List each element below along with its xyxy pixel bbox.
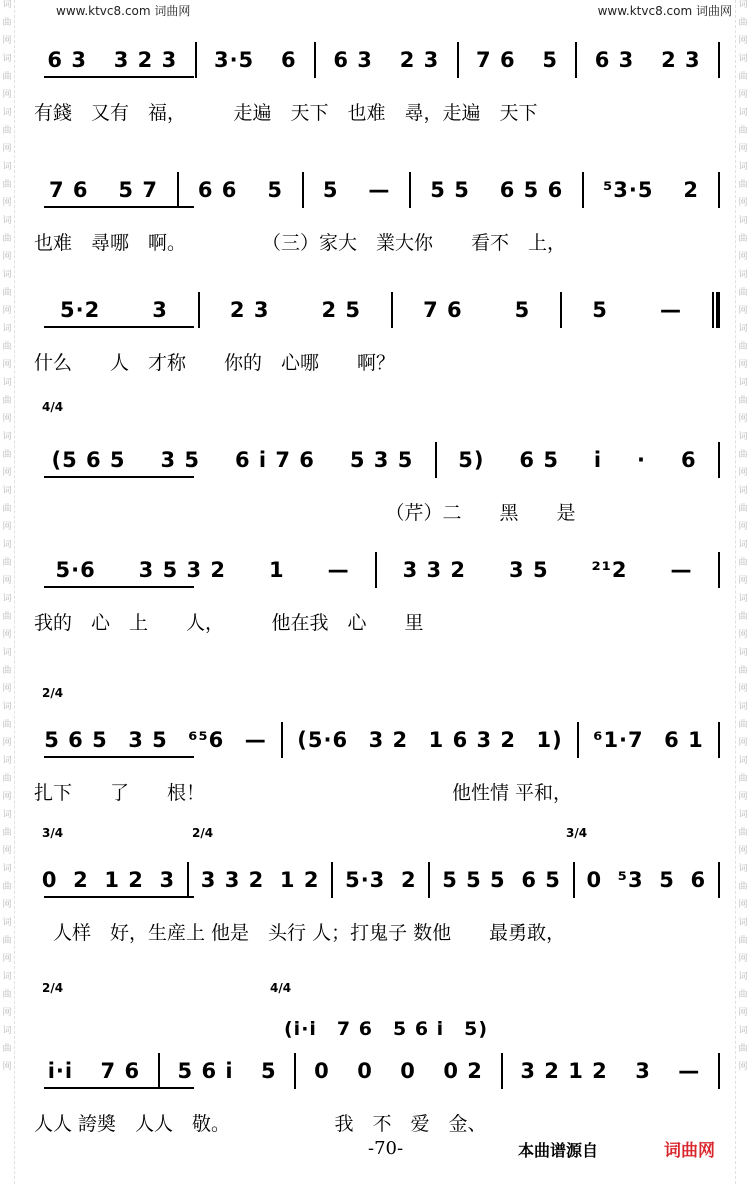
barline — [560, 292, 562, 328]
barline — [718, 722, 720, 758]
edge-watermark-char: 网 — [2, 576, 12, 586]
barline — [195, 42, 197, 78]
beam-line — [44, 476, 194, 478]
edge-watermark-char: 曲 — [738, 18, 748, 28]
barline — [582, 172, 584, 208]
score-system — [34, 680, 724, 810]
note-group: 0 — [41, 868, 58, 892]
note-group: 5 7 — [118, 178, 158, 202]
note-group: 5 5 5 — [442, 868, 506, 892]
note-group: 6 3 — [333, 48, 373, 72]
edge-watermark-char: 词 — [2, 972, 12, 982]
edge-watermark-char: 词 — [738, 918, 748, 928]
barline — [718, 552, 720, 588]
notation-line — [34, 46, 724, 74]
edge-watermark-char: 曲 — [2, 828, 12, 838]
beam-line — [44, 326, 194, 328]
barline — [501, 1053, 503, 1089]
barline — [409, 172, 411, 208]
note-group: 5 — [322, 178, 339, 202]
edge-watermark-char: 网 — [738, 90, 748, 100]
edge-watermark-char: 网 — [2, 954, 12, 964]
watermark-left-url: www.ktvc8.com — [56, 4, 151, 18]
notation-line — [34, 556, 724, 584]
edge-watermark-char: 网 — [738, 360, 748, 370]
edge-watermark-char: 词 — [738, 378, 748, 388]
note-group: 2 3 — [399, 48, 440, 72]
edge-watermark-char: 网 — [2, 630, 12, 640]
edge-watermark-char: 词 — [738, 108, 748, 118]
edge-watermark-char: 网 — [738, 1008, 748, 1018]
beam-line — [44, 76, 194, 78]
note-group: 5·2 — [60, 298, 101, 322]
site-logo: 词曲网 — [664, 1141, 715, 1161]
note-group: (5 6 5 — [51, 448, 126, 472]
note-group: 6 3 — [594, 48, 635, 72]
note-group: 3 2 1 2 — [520, 1059, 608, 1083]
watermark-right — [598, 2, 732, 19]
edge-watermark-char: 曲 — [2, 18, 12, 28]
watermark-right-url: www.ktvc8.com — [597, 4, 693, 18]
score-system — [34, 820, 724, 950]
note-group: 5·3 — [345, 868, 386, 892]
edge-watermark-char: 网 — [2, 522, 12, 532]
edge-watermark-char: 词 — [738, 0, 748, 10]
edge-watermark-char: 网 — [738, 252, 748, 262]
notation-line — [34, 866, 724, 894]
lyrics-line: 人人 誇奬 人人 敬。 我 不 爱 金、 — [34, 1113, 487, 1135]
note-group: 6 — [280, 48, 297, 72]
note-group: 2 — [73, 868, 89, 892]
edge-watermark-char: 曲 — [2, 504, 12, 514]
note-group: 5 — [592, 298, 608, 322]
lyrics-line: 人样 好，生産上 他是 头行 人；打鬼子 数他 最勇敢， — [34, 922, 566, 944]
edge-watermark-char: 词 — [2, 864, 12, 874]
note-group: 5 5 — [430, 178, 470, 202]
barline — [294, 1053, 296, 1089]
edge-watermark-char: 词 — [2, 1026, 12, 1036]
note-group: 2 — [683, 178, 700, 202]
note-group: 6 1 — [664, 728, 704, 752]
edge-watermark-char: 词 — [738, 432, 748, 442]
note-group: — — [244, 728, 267, 752]
edge-watermark-char: 网 — [2, 306, 12, 316]
edge-watermark-char: 词 — [738, 702, 748, 712]
note-group: 5·6 — [55, 558, 96, 582]
note-group: 6 5 6 — [499, 178, 564, 202]
barline — [331, 862, 333, 898]
edge-watermark-char: 词 — [738, 864, 748, 874]
notation-line — [34, 176, 724, 204]
note-group: i — [593, 448, 603, 472]
edge-watermark-char: 词 — [738, 54, 748, 64]
time-signature: 2/4 — [42, 686, 64, 700]
edge-watermark-char: 网 — [2, 468, 12, 478]
note-group: 3 5 — [509, 558, 549, 582]
note-group: ⁵3·5 — [603, 178, 654, 202]
barline — [375, 552, 377, 588]
edge-watermark-char: 词 — [2, 324, 12, 334]
edge-watermark-char: 曲 — [2, 126, 12, 136]
edge-watermark-char: 网 — [2, 900, 12, 910]
edge-watermark-char: 词 — [2, 108, 12, 118]
note-group: 5 6 i — [177, 1059, 234, 1083]
note-group: ⁵3 — [617, 868, 644, 892]
note-group: 6 — [690, 868, 707, 892]
note-group: 6 5 — [519, 448, 559, 472]
note-group: — — [678, 1059, 701, 1083]
edge-watermark-char: 网 — [738, 468, 748, 478]
barline — [435, 442, 437, 478]
notation-line — [34, 726, 724, 754]
edge-watermark-char: 网 — [2, 36, 12, 46]
edge-watermark-char: 网 — [738, 792, 748, 802]
barline — [718, 1053, 720, 1089]
edge-watermark-char: 词 — [2, 810, 12, 820]
note-group: (5·6 — [297, 728, 349, 752]
notation-line — [34, 446, 724, 474]
edge-watermark-char: 词 — [2, 756, 12, 766]
edge-watermark-char: 曲 — [2, 720, 12, 730]
edge-watermark-char: 曲 — [738, 828, 748, 838]
lyrics-line: （芹）二 黑 是 — [34, 502, 576, 524]
edge-watermark-char: 词 — [738, 324, 748, 334]
lyrics-line: 我的 心 上 人， 他在我 心 里 — [34, 612, 424, 634]
edge-watermark-char: 网 — [738, 144, 748, 154]
edge-watermark-char: 网 — [738, 630, 748, 640]
note-group: ⁶⁵6 — [188, 728, 225, 752]
beam-line — [44, 206, 194, 208]
edge-watermark-char: 词 — [2, 216, 12, 226]
edge-watermark-char: 词 — [738, 162, 748, 172]
barline — [302, 172, 304, 208]
note-group: 3 5 — [160, 448, 201, 472]
edge-watermark-char: 曲 — [738, 666, 748, 676]
source-text: 本曲谱源自 — [518, 1141, 599, 1160]
note-group: 3 — [635, 1059, 651, 1083]
note-group: 6 i 7 6 — [234, 448, 315, 472]
edge-watermark-char: 曲 — [738, 126, 748, 136]
note-group: 3 2 3 — [113, 48, 178, 72]
edge-watermark-char: 词 — [2, 432, 12, 442]
note-group: 3 — [152, 298, 168, 322]
note-group: 2 3 — [661, 48, 701, 72]
lyrics-line: 也难 尋哪 啊。 （三）家大 業大你 看不 上， — [34, 232, 567, 254]
edge-watermark-char: 曲 — [738, 882, 748, 892]
edge-watermark-char: 网 — [738, 306, 748, 316]
note-group: — — [368, 178, 391, 202]
barline — [158, 1053, 160, 1089]
barline — [457, 42, 459, 78]
edge-watermark-char: 词 — [2, 270, 12, 280]
notation-line — [34, 296, 724, 324]
note-group: 1 2 — [104, 868, 144, 892]
time-signature-change: 2/4 — [192, 826, 214, 840]
score-system — [34, 400, 724, 530]
edge-watermark-char: 网 — [2, 198, 12, 208]
edge-watermark-char: 词 — [2, 648, 12, 658]
page-number: -70- — [368, 1138, 404, 1159]
beam-line — [44, 1087, 194, 1089]
note-group: ²¹2 — [591, 558, 628, 582]
note-group: 5 — [514, 298, 531, 322]
edge-watermark-char: 曲 — [738, 612, 748, 622]
note-group: 7 6 — [476, 48, 516, 72]
edge-watermark-char: 词 — [2, 918, 12, 928]
time-signature: 2/4 — [42, 981, 64, 995]
note-group: — — [670, 558, 693, 582]
note-group: 3·5 — [213, 48, 255, 72]
edge-watermark-char: 网 — [2, 360, 12, 370]
note-group: 3 5 3 2 — [138, 558, 227, 582]
edge-watermark-char: 网 — [738, 522, 748, 532]
beam-line — [44, 756, 194, 758]
edge-watermark-char: 曲 — [738, 234, 748, 244]
edge-watermark-char: 词 — [2, 540, 12, 550]
score-system — [34, 280, 724, 410]
note-group: 3 2 — [368, 728, 409, 752]
edge-watermark-char: 词 — [738, 270, 748, 280]
edge-watermark-char: 曲 — [2, 666, 12, 676]
edge-watermark-char: 词 — [738, 216, 748, 226]
edge-watermark-char: 网 — [738, 36, 748, 46]
note-group: 5 — [542, 48, 558, 72]
barline — [718, 442, 720, 478]
edge-watermark-char: 网 — [738, 576, 748, 586]
note-group: · — [637, 448, 647, 472]
edge-watermark-char: 曲 — [738, 558, 748, 568]
lyrics-line: 什么 人 才称 你的 心哪 啊？ — [34, 352, 396, 374]
note-group: 7 6 — [423, 298, 463, 322]
edge-watermark-char: 曲 — [2, 990, 12, 1000]
edge-watermark-char: 词 — [2, 0, 12, 10]
note-group: 1 6 3 2 — [428, 728, 517, 752]
score-system — [34, 540, 724, 670]
final-barline — [712, 292, 720, 328]
edge-watermark-char: 网 — [738, 1062, 748, 1072]
note-group: 3 5 — [128, 728, 168, 752]
note-group: 1 2 — [279, 868, 320, 892]
edge-watermark-char: 网 — [2, 1062, 12, 1072]
note-group: 1 — [269, 558, 285, 582]
edge-watermark-char: 网 — [2, 1008, 12, 1018]
edge-watermark-char: 曲 — [2, 180, 12, 190]
note-group: 2 3 — [229, 298, 270, 322]
edge-watermark-char: 曲 — [738, 288, 748, 298]
edge-watermark-char: 曲 — [738, 396, 748, 406]
edge-watermark-char: 曲 — [2, 882, 12, 892]
edge-watermark-char: 网 — [2, 252, 12, 262]
edge-watermark-char: 词 — [738, 972, 748, 982]
watermark-right-name: 词曲网 — [695, 4, 732, 18]
note-group: 1) — [536, 728, 563, 752]
edge-watermark-char: 词 — [738, 756, 748, 766]
barline — [314, 42, 316, 78]
edge-watermark-char: 网 — [2, 738, 12, 748]
lyrics-line: 有錢 又有 福， 走遍 天下 也难 尋，走遍 天下 — [34, 102, 538, 124]
barline — [177, 172, 179, 208]
note-group: 6 6 — [197, 178, 238, 202]
note-group: 6 3 — [47, 48, 87, 72]
edge-watermark-char: 词 — [738, 540, 748, 550]
watermark-left — [56, 2, 190, 19]
edge-watermark-char: 曲 — [738, 1044, 748, 1054]
time-signature-change: 4/4 — [270, 981, 292, 995]
edge-watermark-char: 曲 — [738, 504, 748, 514]
edge-watermark-char: 网 — [2, 144, 12, 154]
edge-watermark-char: 曲 — [738, 342, 748, 352]
note-group: 3 3 2 — [200, 868, 265, 892]
right-watermark-strip — [735, 0, 750, 1184]
barline — [187, 862, 189, 898]
edge-watermark-char: 词 — [738, 486, 748, 496]
barline — [718, 172, 720, 208]
edge-watermark-char: 曲 — [2, 558, 12, 568]
edge-watermark-char: 曲 — [738, 180, 748, 190]
instrumental-line: (i·i 7 6 5 6 i 5) — [284, 1017, 489, 1040]
note-group: 5 3 5 — [349, 448, 414, 472]
edge-watermark-char: 曲 — [2, 72, 12, 82]
edge-watermark-char: 曲 — [738, 936, 748, 946]
barline — [575, 42, 577, 78]
edge-watermark-char: 网 — [738, 846, 748, 856]
note-group: i·i — [47, 1059, 74, 1083]
beam-line — [44, 896, 194, 898]
edge-watermark-char: 词 — [738, 810, 748, 820]
note-group: ⁶1·7 — [593, 728, 644, 752]
note-group: 0 — [586, 868, 603, 892]
note-group: 0 — [400, 1059, 416, 1083]
note-group: — — [659, 298, 682, 322]
note-group: — — [327, 558, 350, 582]
barline — [573, 862, 575, 898]
edge-watermark-char: 曲 — [738, 720, 748, 730]
time-signature: 3/4 — [42, 826, 64, 840]
edge-watermark-char: 网 — [738, 900, 748, 910]
edge-watermark-char: 网 — [738, 198, 748, 208]
edge-watermark-char: 曲 — [2, 342, 12, 352]
note-group: 0 — [357, 1059, 373, 1083]
edge-watermark-char: 曲 — [2, 234, 12, 244]
barline — [281, 722, 283, 758]
edge-watermark-char: 网 — [738, 738, 748, 748]
barline — [198, 292, 200, 328]
edge-watermark-char: 网 — [738, 684, 748, 694]
note-group: 7 6 — [100, 1059, 141, 1083]
score-system — [34, 975, 724, 1135]
edge-watermark-char: 网 — [2, 846, 12, 856]
edge-watermark-char: 词 — [2, 486, 12, 496]
note-group: 6 5 — [521, 868, 561, 892]
edge-watermark-char: 曲 — [2, 450, 12, 460]
edge-watermark-char: 曲 — [2, 288, 12, 298]
edge-watermark-char: 网 — [738, 954, 748, 964]
edge-watermark-char: 网 — [2, 90, 12, 100]
score-system — [34, 160, 724, 290]
note-group: 3 3 2 — [402, 558, 467, 582]
time-signature-change: 3/4 — [566, 826, 588, 840]
edge-watermark-char: 网 — [2, 684, 12, 694]
edge-watermark-char: 曲 — [2, 774, 12, 784]
barline — [718, 862, 720, 898]
edge-watermark-char: 词 — [738, 594, 748, 604]
left-watermark-strip — [0, 0, 15, 1184]
edge-watermark-char: 词 — [2, 54, 12, 64]
score-system — [34, 30, 724, 160]
edge-watermark-char: 词 — [2, 378, 12, 388]
note-group: 5 6 5 — [44, 728, 108, 752]
barline — [718, 42, 720, 78]
note-group: 0 — [314, 1059, 330, 1083]
edge-watermark-char: 曲 — [2, 1044, 12, 1054]
watermark-left-name: 词曲网 — [154, 4, 191, 18]
edge-watermark-char: 曲 — [738, 450, 748, 460]
edge-watermark-char: 网 — [738, 414, 748, 424]
barline — [428, 862, 430, 898]
edge-watermark-char: 网 — [2, 414, 12, 424]
edge-watermark-char: 曲 — [2, 936, 12, 946]
edge-watermark-char: 词 — [2, 162, 12, 172]
edge-watermark-char: 词 — [738, 648, 748, 658]
note-group: 2 — [400, 868, 417, 892]
note-group: 0 2 — [443, 1059, 483, 1083]
edge-watermark-char: 曲 — [738, 774, 748, 784]
barline — [577, 722, 579, 758]
edge-watermark-char: 曲 — [738, 72, 748, 82]
edge-watermark-char: 词 — [2, 702, 12, 712]
barline — [391, 292, 393, 328]
time-signature: 4/4 — [42, 400, 64, 414]
note-group: 7 6 — [48, 178, 89, 202]
note-group: 3 — [159, 868, 176, 892]
note-group: 6 — [680, 448, 697, 472]
note-group: 2 5 — [321, 298, 362, 322]
lyrics-line: 扎下 了 根！ 他性情 平和， — [34, 782, 573, 804]
notation-line — [34, 1057, 724, 1085]
edge-watermark-char: 词 — [738, 1026, 748, 1036]
beam-line — [44, 586, 194, 588]
note-group: 5 — [267, 178, 283, 202]
note-group: 5 — [659, 868, 675, 892]
edge-watermark-char: 曲 — [2, 396, 12, 406]
edge-watermark-char: 网 — [2, 792, 12, 802]
edge-watermark-char: 词 — [2, 594, 12, 604]
edge-watermark-char: 曲 — [738, 990, 748, 1000]
note-group: 5 — [261, 1059, 277, 1083]
edge-watermark-char: 曲 — [2, 612, 12, 622]
note-group: 5) — [458, 448, 485, 472]
